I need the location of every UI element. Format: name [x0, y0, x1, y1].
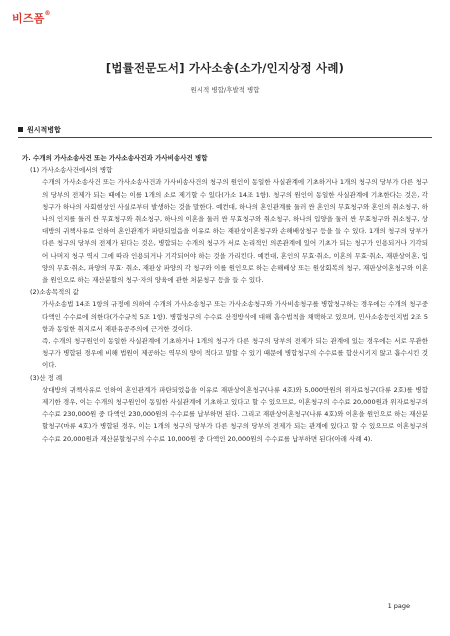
- item-2-label: (2)소송목적의 값: [30, 288, 79, 297]
- item-3-label: (3)산 정 례: [30, 373, 63, 382]
- document-body: [18, 152, 432, 445]
- document-title: [법률전문도서] 가사소송(소가/인지상정 사례): [105, 61, 345, 75]
- item-1-label: (1) 가사소송사건에서의 병합: [30, 166, 113, 175]
- item-2-body: 가사소송법 14조 1항의 규정에 의하여 수개의 가사소송청구 또는 가사소송청구와 가사비송청구를 병합청구하는 경우에는 수개의 청구중 다액인 수수료에 의한다(가수규칙 5조 1항). 병합청구의 수수료 산정방식에 대해 흡수법칙을 채택하고 있으며, 민사소송등인지법 2조 5항과 동일한 취지로서 재판유공주의에 근거한 것이다.: [42, 300, 428, 333]
- item-1-body: 수개의 가사소송사건 또는 가사소송사건과 가사비송사건의 청구의 원인이 동일한 사실관계에 기초하거나 1개의 청구의 당부가 다른 청구의 당부의 전제가 되는 때에는 이를 1개의 소로 제기할 수 있다(가소 14조 1항). 청구의 원인이 동일한 사실관계에 기초한다는 것은, 각 청구가 하나의 사회현상인 사실로부터 발생하는 것을 말한다. 예컨대, 하나의 혼인관계를 둘러 싼 혼인의 무효청구와 혼인의 취소청구, 하나의 인지를 둘러 싼 무효청구와 취소청구, 하나의 이혼을 둘러 싼 무효청구와 취소청구, 하나의 입양을 둘러 싼 무효청구와 취소청구, 상대방의 귀책사유로 인하여 혼인관계가 파탄되었음을 이유로 하는 재판상이혼청구와 손해배상청구 등을 들 수 있다. 1개의 청구의 당부가 다른 청구의 당부의 전제가 된다는 것은, 병합되는 수개의 청구가 서로 논리적인 의존관계에 있어 기초가 되는 청구가 인용되거나 기각되어 나머지 청구 역시 그에 따라 인용되거나 기각되어야 하는 것을 가리킨다. 예컨대, 혼인의 무효·취소, 이혼의 무효·취소, 재판상이혼, 입양의 무효·취소, 파양의 무효· 취소, 재판상 파양의 각 청구와 이를 원인으로 하는 손해배상 또는 원상회복의 청구, 재판상이혼청구와 이혼을 원인으로 하는 재산분할의 청구·자의 양육에 관한 처분청구 등을 들 수 있다.: [42, 178, 428, 285]
- page-number: 1 page: [387, 602, 410, 610]
- item-3-body: 상대방의 귀책사유로 인하여 혼인관계가 파탄되었음을 이유로 재판상이혼청구(나류 4호)와 5,000만원의 위자료청구(다류 2호)를 병합제기한 경우, 이는 수개의 청구원인이 동일한 사실관계에 기초하고 있다고 할 수 있으므로, 이혼청구의 수수료 20,000원과 위자료청구의 수수료 230,000원 중 다액인 230,000원의 수수료를 납부하면 된다. 그리고 재판상이혼청구(나류 4호)와 이혼을 원인으로 하는 재산분할청구(마류 4호)가 병합된 경우, 이는 1개의 청구의 당부가 다른 청구의 당부의 전제가 되는 관계에 있다고 할 수 있으므로 이혼청구의 수수료 20,000원과 재산분할청구의 수수료 10,000원 중 다액인 20,000원의 수수료를 납부하면 된다(아래 사례 4).: [42, 385, 428, 443]
- section-heading: 원시적병합: [18, 125, 61, 135]
- bizforms-logo: 비즈폼®: [12, 10, 51, 25]
- document-subtitle: 원시적 병합/후발적 병합: [190, 86, 260, 94]
- item-2-body-continued: 즉, 수개의 청구원인이 동일한 사실관계에 기초하거나 1개의 청구가 다른 청구의 당부의 전제가 되는 관계에 있는 경우에는 서로 무관한 청구가 병합된 경우에 비해 법원이 제공하는 역무의 양이 적다고 말할 수 있기 때문에 병합청구의 수수료를 합산시키지 않고 흡수시킨 것이다.: [42, 337, 428, 370]
- section-divider: [18, 137, 432, 138]
- square-bullet-icon: [18, 127, 23, 132]
- sub-heading: 가. 수개의 가사소송사건 또는 가사소송사건과 가사비송사건 병합: [22, 154, 208, 162]
